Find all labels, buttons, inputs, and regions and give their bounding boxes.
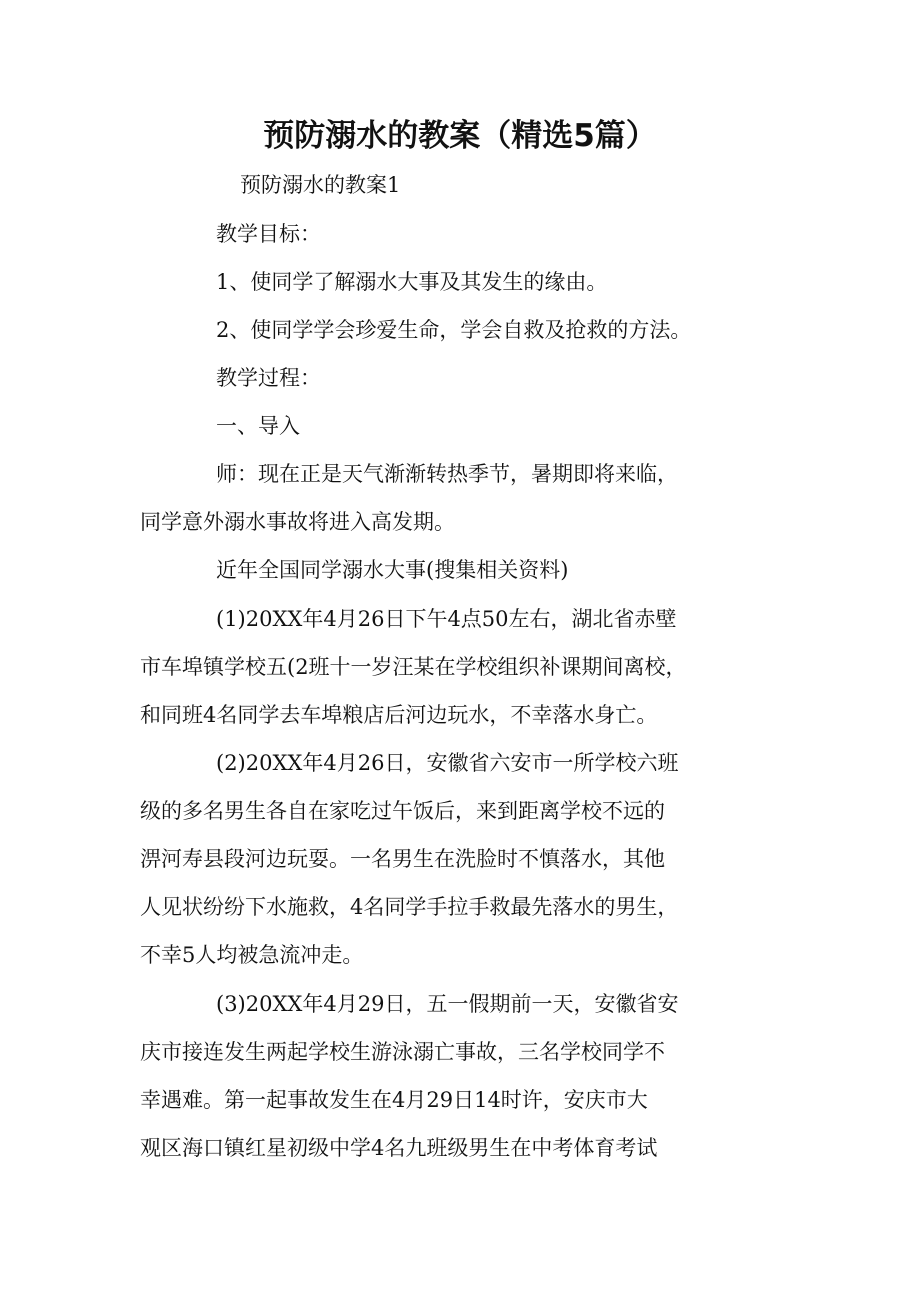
paragraph-line: 教学目标： bbox=[216, 222, 321, 246]
paragraph-line: (2)20XX年4月26日，安徽省六安市一所学校六班 bbox=[216, 751, 679, 775]
paragraph-line: 级的多名男生各自在家吃过午饭后，来到距离学校不远的 bbox=[140, 799, 665, 823]
paragraph-line: (1)20XX年4月26日下午4点50左右，湖北省赤壁 bbox=[216, 607, 677, 631]
paragraph-line: 同学意外溺水事故将进入高发期。 bbox=[140, 510, 455, 534]
document-title: 预防溺水的教案（精选5篇） bbox=[263, 118, 657, 154]
paragraph-line: 1、使同学了解溺水大事及其发生的缘由。 bbox=[216, 270, 608, 294]
paragraph-line: 庆市接连发生两起学校生游泳溺亡事故，三名学校同学不 bbox=[140, 1040, 665, 1064]
paragraph-line: 观区海口镇红星初级中学4名九班级男生在中考体育考试 bbox=[140, 1136, 658, 1160]
paragraph-line: 2、使同学学会珍爱生命，学会自救及抢救的方法。 bbox=[216, 318, 692, 342]
document-subtitle: 预防溺水的教案1 bbox=[240, 173, 401, 197]
paragraph-line: 教学过程： bbox=[216, 366, 321, 390]
paragraph-line: 师：现在正是天气渐渐转热季节，暑期即将来临， bbox=[216, 462, 678, 486]
paragraph-line: 幸遇难。第一起事故发生在4月29日14时许，安庆市大 bbox=[140, 1088, 648, 1112]
paragraph-line: 市车埠镇学校五(2班十一岁汪某在学校组织补课期间离校， bbox=[140, 655, 687, 679]
paragraph-line: 不幸5人均被急流冲走。 bbox=[140, 943, 364, 967]
paragraph-line: 和同班4名同学去车埠粮店后河边玩水，不幸落水身亡。 bbox=[140, 703, 658, 727]
paragraph-line: (3)20XX年4月29日，五一假期前一天，安徽省安 bbox=[216, 992, 679, 1016]
paragraph-line: 近年全国同学溺水大事(搜集相关资料) bbox=[216, 558, 569, 582]
paragraph-line: 一、导入 bbox=[216, 414, 300, 438]
paragraph-line: 人见状纷纷下水施救，4名同学手拉手救最先落水的男生， bbox=[140, 895, 679, 919]
paragraph-line: 淠河寿县段河边玩耍。一名男生在洗脸时不慎落水，其他 bbox=[140, 847, 665, 871]
